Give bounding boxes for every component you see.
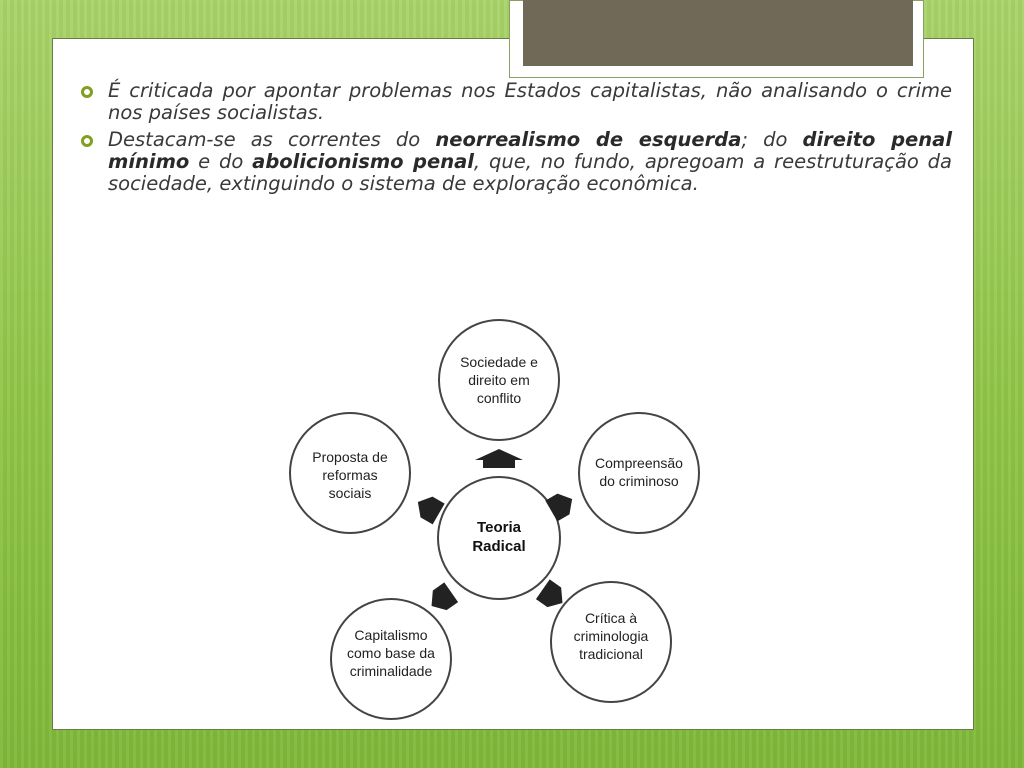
node-label-line: Compreensão: [595, 455, 683, 471]
bullet-text-part: É criticada por apontar problemas nos Estados capitalistas, não analisando o crime nos países socialistas.: [108, 79, 952, 124]
node-label-line: sociais: [328, 485, 372, 501]
node-label-line: reformas: [322, 467, 378, 483]
teoria-radical-cycle-diagram: [270, 310, 710, 728]
bullet-text: [108, 80, 952, 124]
node-capitalismo: [331, 599, 451, 719]
bullet-text-bold: direito penal mínimo: [108, 128, 952, 173]
bullet-text-part: , que, no fundo, apregoam a reestruturação da sociedade, extinguindo o sistema de exploração econômica.: [108, 150, 953, 195]
node-label-line: direito em: [468, 372, 530, 388]
node-label-line: do criminoso: [599, 473, 679, 489]
node-proposta: [290, 413, 410, 533]
bullet-text-bold: neorrealismo de esquerda: [435, 128, 742, 151]
node-critica: [551, 582, 671, 702]
node-label-line: conflito: [476, 390, 522, 406]
node-label-line: Capitalismo: [354, 627, 428, 643]
bullet-ring-icon: [81, 86, 93, 98]
center-node-label-line2: Radical: [472, 538, 526, 555]
node-label-line: Sociedade e: [460, 354, 538, 370]
arrow-up-icon: [475, 449, 523, 468]
bullet-item: [78, 129, 952, 195]
center-node: [438, 477, 560, 599]
bullet-text-bold: abolicionismo penal: [252, 150, 474, 173]
bullet-text-part: Destacam-se as correntes do: [108, 128, 436, 151]
node-label-line: tradicional: [579, 646, 643, 662]
node-label-line: Proposta de: [312, 449, 388, 465]
bullet-text-part: e do: [189, 150, 253, 173]
node-label-line: Crítica à: [584, 610, 638, 626]
bullet-text: [108, 129, 952, 195]
bullet-item: [78, 80, 952, 124]
node-label-line: criminalidade: [349, 663, 433, 679]
node-label-line: como base da: [347, 645, 435, 661]
bullet-list: [78, 80, 952, 200]
bullet-ring-icon: [81, 135, 93, 147]
center-node-label-line1: Teoria: [477, 519, 521, 536]
node-compreensao: [579, 413, 699, 533]
arrow-left-up-icon: [412, 492, 445, 525]
arrow-left-down-icon: [425, 582, 458, 615]
node-sociedade: [439, 320, 559, 440]
title-placeholder: [523, 0, 913, 66]
node-label-line: criminologia: [573, 628, 649, 644]
bullet-text-part: ; do: [741, 128, 803, 151]
